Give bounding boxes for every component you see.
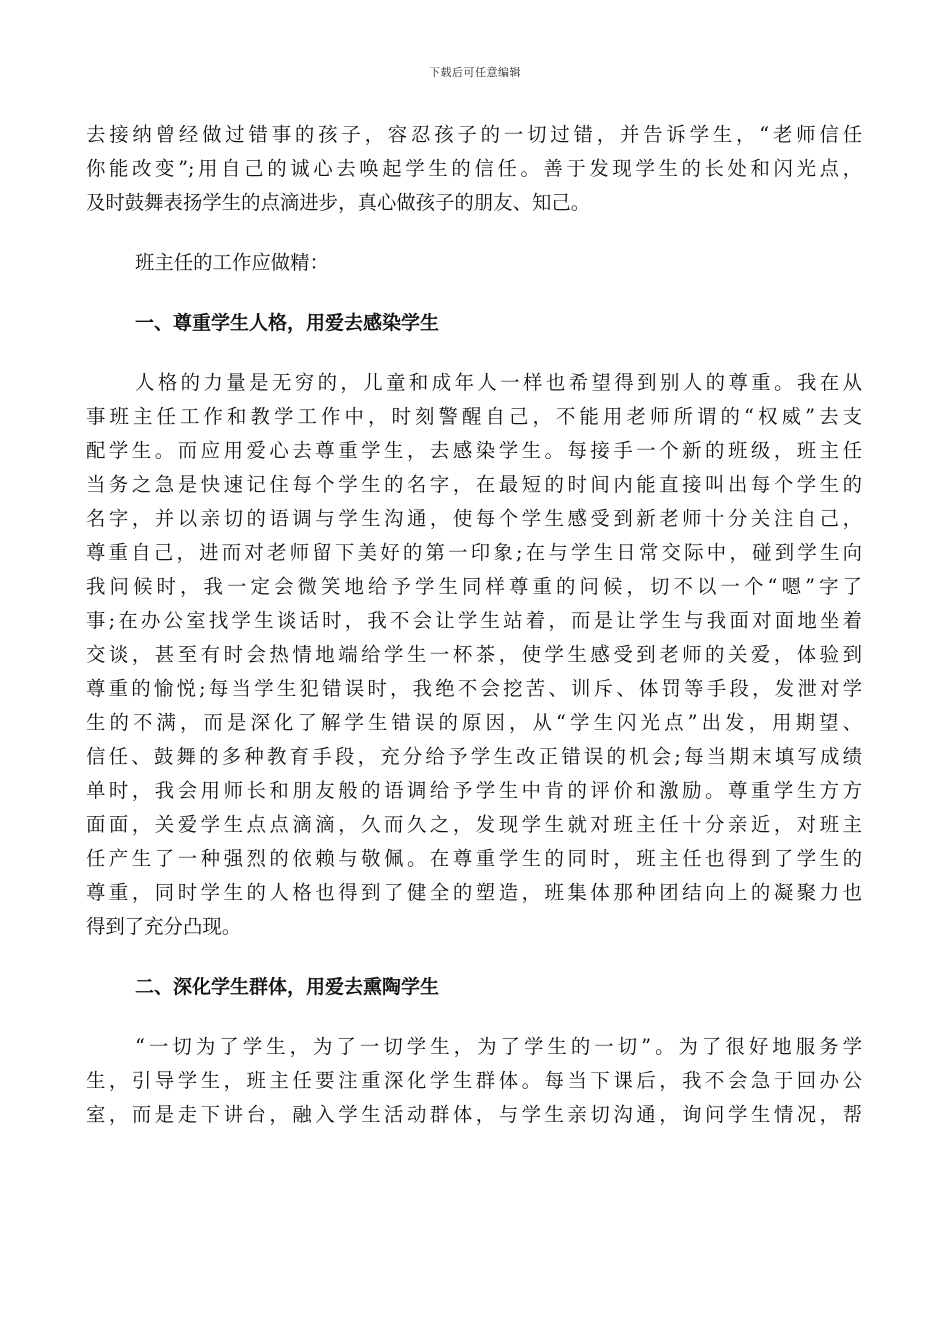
text-line: 尊重自己，进而对老师留下美好的第一印象;在与学生日常交际中，碰到学生向 (86, 541, 862, 564)
text-line: 单时，我会用师长和朋友般的语调给予学生中肯的评价和激励。尊重学生方方 (86, 779, 862, 802)
paragraph-1 (86, 118, 862, 220)
paragraph-3 (86, 1030, 862, 1132)
text-line: 尊重的愉悦;每当学生犯错误时，我绝不会挖苦、训斥、体罚等手段，发泄对学 (86, 677, 862, 700)
document-body (86, 118, 862, 1132)
text-line: 及时鼓舞表扬学生的点滴进步，真心做孩子的朋友、知己。 (86, 191, 591, 214)
text-line: 当务之急是快速记住每个学生的名字，在最短的时间内能直接叫出每个学生的 (86, 473, 862, 496)
text-line: 人格的力量是无穷的，儿童和成年人一样也希望得到别人的尊重。我在从 (135, 371, 862, 394)
text-line: 得到了充分凸现。 (86, 915, 242, 938)
text-line: 我问候时，我一定会微笑地给予学生同样尊重的问候，切不以一个“嗯”字了 (86, 575, 862, 598)
section-heading-1: 一、尊重学生人格，用爱去感染学生 (135, 312, 440, 334)
text-line: 生，引导学生，班主任要注重深化学生群体。每当下课后，我不会急于回办公 (86, 1069, 862, 1092)
text-line: “一切为了学生，为了一切学生，为了学生的一切”。为了很好地服务学 (135, 1035, 862, 1058)
intro-line: 班主任的工作应做精： (135, 251, 329, 274)
page-header: 下载后可任意编辑 (429, 66, 521, 79)
text-line: 名字，并以亲切的语调与学生沟通，使每个学生感受到新老师十分关注自己， (86, 507, 862, 530)
text-line: 室，而是走下讲台，融入学生活动群体，与学生亲切沟通，询问学生情况，帮 (86, 1103, 862, 1126)
text-line: 交谈，甚至有时会热情地端给学生一杯茶，使学生感受到老师的关爱，体验到 (86, 643, 862, 666)
text-line: 你能改变”;用自己的诚心去唤起学生的信任。善于发现学生的长处和闪光点， (86, 157, 862, 180)
paragraph-2 (86, 366, 862, 944)
text-line: 尊重，同时学生的人格也得到了健全的塑造，班集体那种团结向上的凝聚力也 (86, 881, 862, 904)
text-line: 信任、鼓舞的多种教育手段，充分给予学生改正错误的机会;每当期末填写成绩 (86, 745, 862, 768)
text-line: 任产生了一种强烈的依赖与敬佩。在尊重学生的同时，班主任也得到了学生的 (86, 847, 862, 870)
text-line: 事;在办公室找学生谈话时，我不会让学生站着，而是让学生与我面对面地坐着 (86, 609, 862, 632)
text-line: 事班主任工作和教学工作中，时刻警醒自己，不能用老师所谓的“权威”去支 (86, 405, 862, 428)
text-line: 生的不满，而是深化了解学生错误的原因，从“学生闪光点”出发，用期望、 (86, 711, 862, 734)
text-line: 配学生。而应用爱心去尊重学生，去感染学生。每接手一个新的班级，班主任 (86, 439, 862, 462)
text-line: 去接纳曾经做过错事的孩子，容忍孩子的一切过错，并告诉学生，“老师信任 (86, 123, 862, 146)
text-line: 面面，关爱学生点点滴滴，久而久之，发现学生就对班主任十分亲近，对班主 (86, 813, 862, 836)
section-heading-2: 二、深化学生群体，用爱去熏陶学生 (135, 976, 440, 998)
